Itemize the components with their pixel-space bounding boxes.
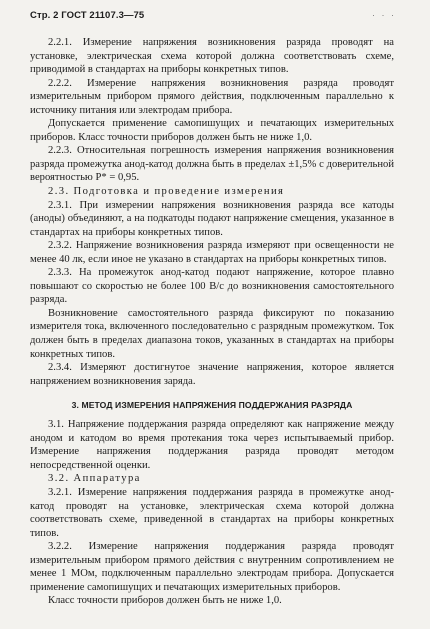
paragraph-3-1: 3.1. Напряжение поддержания разряда определяют как напряжение между анодом и катодом во время протекания тока через испытываемый прибор. Измерение напряжения поддержания разряда проводят методом непосредственной оценки. (30, 419, 394, 471)
paragraph-2-2-2: 2.2.2. Измерение напряжения возникновения разряда проводят измерительным прибором прямого действия, подключенным параллельно к источнику питания или электродам прибора. (30, 77, 394, 116)
paragraph-3-2-2: 3.2.2. Измерение напряжения поддержания разряда проводят измерительным прибором прямого действия с внутренним сопротивлением не менее 1 МОм, подключенным параллельно электродам прибора. Допускается применение самопишущих и печатающих измерительных приборов. (30, 541, 394, 593)
paragraph-recorders: Допускается применение самопишущих и печатающих измерительных приборов. Класс точности приборов должен быть не ниже 1,0. (30, 118, 394, 143)
section-title-3: 3. МЕТОД ИЗМЕРЕНИЯ НАПРЯЖЕНИЯ ПОДДЕРЖАНИЯ РАЗРЯДА (71, 400, 353, 411)
paragraph-2-2-3: 2.2.3. Относительная погрешность измерения напряжения возникновения разряда промежутка анод-катод должна быть в пределах ±1,5% с доверительной вероятностью P* = 0,95. (30, 145, 394, 184)
header-mark: · · · (372, 10, 396, 20)
section-heading-2-3: 2.3. Подготовка и проведение измерения (48, 186, 285, 198)
paragraph-2-3-1: 2.3.1. При измерении напряжения возникновения разряда все катоды (аноды) объединяют, а на подкатоды подают напряжение смещения, указанное в стандартах на приборы конкретных типов. (30, 199, 394, 238)
document-body (30, 36, 394, 608)
section-heading-3-2: 3.2. Аппаратура (48, 473, 141, 485)
paragraph-accuracy-class: Класс точности приборов должен быть не ниже 1,0. (48, 595, 282, 607)
paragraph-2-2-1: 2.2.1. Измерение напряжения возникновения разряда проводят на установке, электрическая схема которой должна соответствовать схеме, приводимой в стандартах на приборы конкретных типов. (30, 37, 394, 76)
paragraph-2-3-2: 2.3.2. Напряжение возникновения разряда измеряют при освещенности не менее 40 лк, если иное не указано в стандартах на приборы конкретных типов. (30, 240, 394, 265)
page-label: Стр. 2 ГОСТ 21107.3—75 (30, 10, 145, 21)
page-header (30, 10, 394, 32)
paragraph-3-2-1: 3.2.1. Измерение напряжения поддержания разряда в промежутке анод-катод проводят на установке, электрическая схема которой должна соответствовать схеме, приведенной в стандартах на приборы конкретных типов. (30, 486, 394, 539)
paragraph-2-3-3: 2.3.3. На промежуток анод-катод подают напряжение, которое плавно повышают со скоростью не более 100 В/с до возникновения самостоятельного разряда. (30, 267, 394, 306)
paragraph-2-3-4: 2.3.4. Измеряют достигнутое значение напряжения, которое является напряжением возникновения заряда. (30, 362, 394, 387)
paragraph-discharge-fix: Возникновение самостоятельного разряда фиксируют по показанию измерителя тока, включенного последовательно с разрядным промежутком. Ток должен быть в пределах диапазона токов, указанных в стандартах на приборы конкретных типов. (30, 307, 394, 360)
